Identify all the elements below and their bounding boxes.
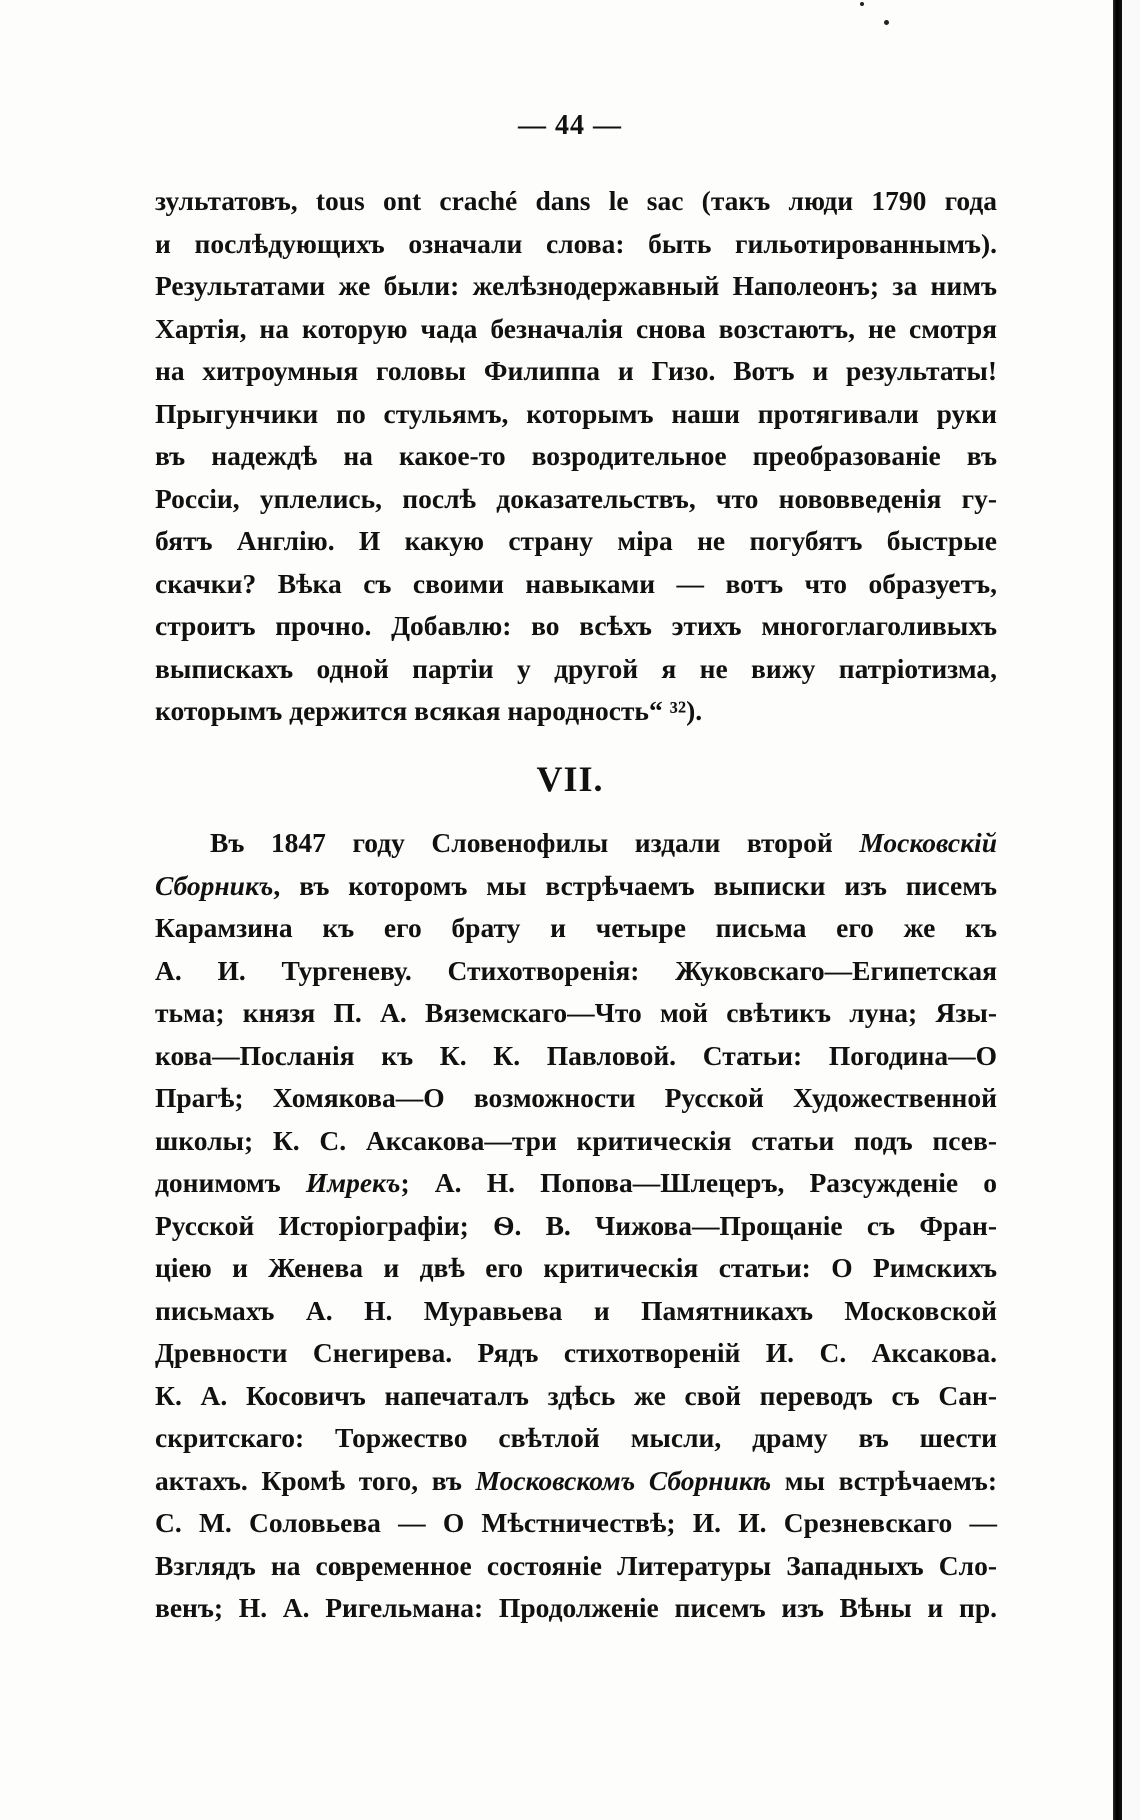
text-line: Взглядъ на современное состояніе Литературы Западныхъ Сло- bbox=[155, 1549, 997, 1581]
italic-pseudonym: Имрекъ bbox=[305, 1167, 401, 1198]
italic-title: Московскомъ Сборникѣ bbox=[475, 1464, 772, 1496]
print-speck bbox=[860, 2, 864, 6]
text-line: школы; К. С. Аксакова—три критическія статьи подъ псев- bbox=[155, 1124, 997, 1156]
text-line: ціею и Женева и двѣ его критическія статьи: О Римскихъ bbox=[155, 1252, 997, 1283]
text-line: письмахъ А. Н. Муравьева и Памятникахъ Московской bbox=[155, 1294, 997, 1326]
text-line: на хитроумныя головы Филиппа и Гизо. Вотъ и результаты! bbox=[155, 355, 997, 386]
italic-title: Сборникъ bbox=[155, 869, 274, 901]
text-line: зультатовъ, tous ont craché dans le sac (такъ люди 1790 года bbox=[155, 185, 997, 216]
text-line: Хартія, на которую чада безначалія снова возстаютъ, не смотря bbox=[155, 312, 997, 344]
italic-title: Московскій bbox=[859, 827, 997, 858]
text-segment: ; А. Н. Попова—Шлецеръ, Разсужденіе о bbox=[400, 1167, 997, 1198]
text-line: Прагѣ; Хомякова—О возможности Русской Художественной bbox=[155, 1082, 997, 1113]
text-line bbox=[155, 822, 997, 865]
text-line: бятъ Англію. И какую страну міра не погубятъ быстрые bbox=[155, 525, 997, 556]
text-line bbox=[155, 865, 997, 908]
text-line: кова—Посланія къ К. К. Павловой. Статьи: Погодина—О bbox=[155, 1039, 997, 1071]
text-segment: донимомъ bbox=[155, 1167, 306, 1198]
text-line: венъ; Н. А. Ригельмана: Продолженіе писемъ изъ Вѣны и пр. bbox=[155, 1592, 997, 1623]
text-line: С. М. Соловьева — О Мѣстничествѣ; И. И. Срезневскаго — bbox=[155, 1507, 997, 1538]
text-line: Прыгунчики по стульямъ, которымъ наши протягивали руки bbox=[155, 397, 997, 429]
text-segment: мы встрѣчаемъ: bbox=[771, 1464, 997, 1496]
text-line: скритскаго: Торжество свѣтлой мысли, драму въ шести bbox=[155, 1422, 997, 1453]
text-line: Россіи, уплелись, послѣ доказательствъ, что нововведенія гу- bbox=[155, 482, 997, 514]
text-line: и послѣдующихъ означали слова: быть гильотированнымъ). bbox=[155, 227, 997, 259]
text-line: Результатами же были: желѣзнодержавный Наполеонъ; за нимъ bbox=[155, 270, 997, 301]
text-segment: актахъ. Кромѣ того, въ bbox=[155, 1464, 476, 1496]
text-line: скачки? Вѣка съ своими навыками — вотъ что образуетъ, bbox=[155, 567, 997, 599]
text-line: А. И. Тургеневу. Стихотворенія: Жуковскаго—Египетская bbox=[155, 954, 997, 986]
page-margin-right bbox=[1122, 0, 1140, 1820]
section-heading: VII. bbox=[536, 759, 604, 799]
text-line: Древности Снегирева. Рядъ стихотвореній И. С. Аксакова. bbox=[155, 1337, 997, 1368]
print-speck bbox=[884, 20, 889, 25]
text-line: выпискахъ одной партіи у другой я не вижу патріотизма, bbox=[155, 652, 997, 684]
page-binding-edge bbox=[1113, 0, 1122, 1820]
paragraph-section-vii bbox=[155, 822, 997, 1630]
text-line: Русской Исторіографіи; Ѳ. В. Чижова—Прощаніе съ Фран- bbox=[155, 1209, 997, 1241]
text-line: К. А. Косовичъ напечаталъ здѣсь же свой переводъ съ Сан- bbox=[155, 1379, 997, 1411]
text-line: строитъ прочно. Добавлю: во всѣхъ этихъ многоглаголивыхъ bbox=[155, 610, 997, 641]
text-segment: , въ которомъ мы встрѣчаемъ выписки изъ писемъ bbox=[273, 869, 997, 901]
page-number: — 44 — bbox=[518, 110, 622, 141]
text-line bbox=[155, 1460, 997, 1503]
text-line: въ надеждѣ на какое-то возродительное преобразованіе въ bbox=[155, 440, 997, 471]
paragraph-continued bbox=[155, 180, 997, 733]
text-line: тьма; князя П. А. Вяземскаго—Что мой свѣтикъ луна; Язы- bbox=[155, 997, 997, 1028]
text-segment: Въ 1847 году Словенофилы издали второй bbox=[210, 827, 860, 858]
text-line: Карамзина къ его брату и четыре письма его же къ bbox=[155, 912, 997, 943]
text-line bbox=[155, 1162, 997, 1205]
text-line: которымъ держится всякая народность“ ³²). bbox=[155, 695, 703, 726]
